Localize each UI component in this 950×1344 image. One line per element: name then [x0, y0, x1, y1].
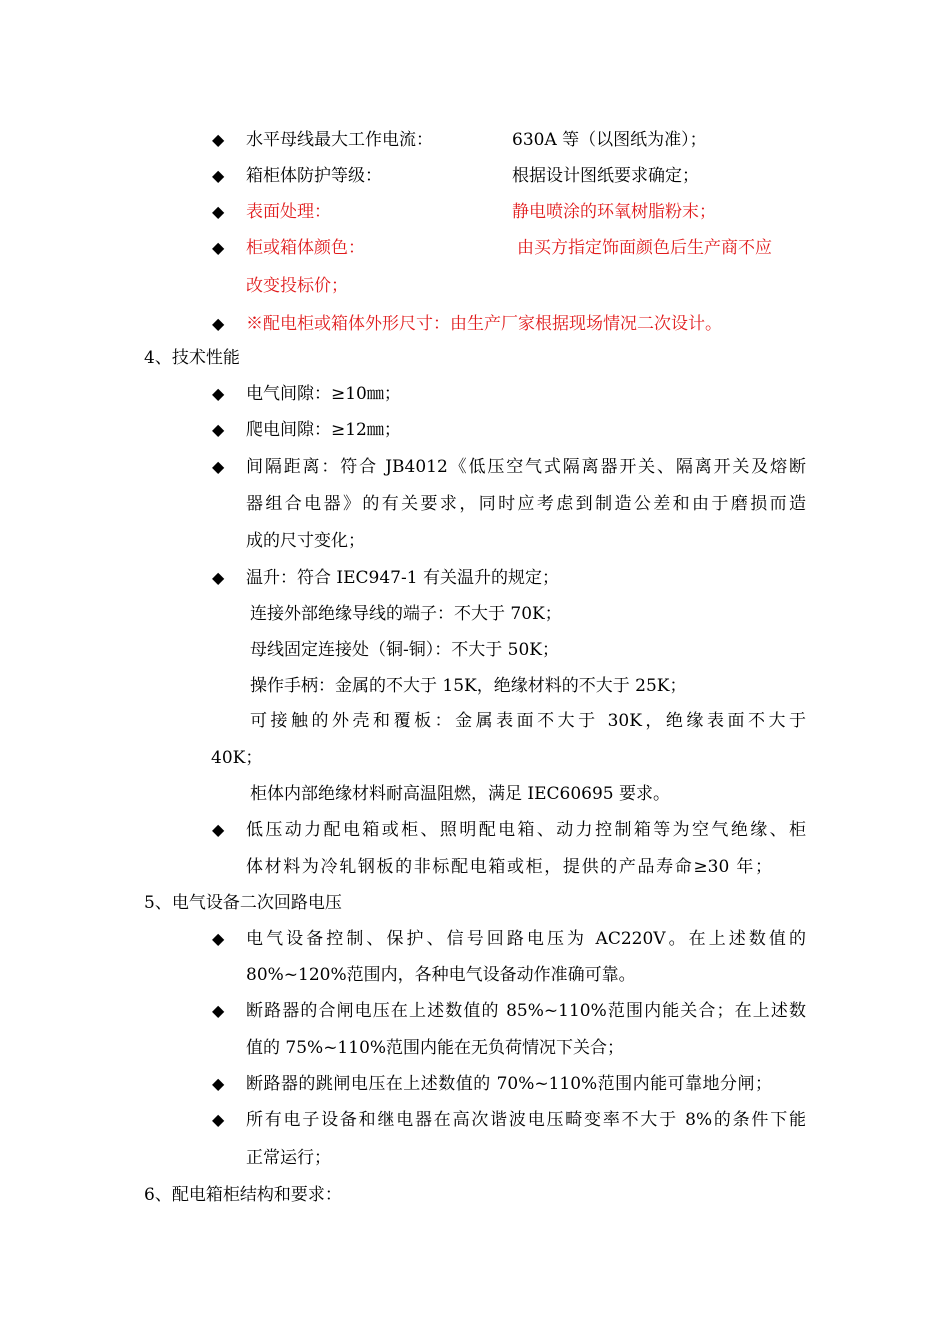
separation-distance-line-2: 器组合电器》的有关要求，同时应考虑到制造公差和由于磨损而造 — [246, 494, 806, 514]
bullet-icon: ◆ — [212, 384, 225, 403]
spec-value-color-continuation: 改变投标价； — [246, 276, 348, 296]
temp-insulation: 柜体内部绝缘材料耐高温阻燃，满足 IEC60695 要求。 — [250, 784, 671, 804]
bullet-icon: ◆ — [212, 568, 225, 587]
spec-value-color: 由买方指定饰面颜色后生产商不应 — [517, 238, 772, 258]
harmonic-distortion-line-2: 正常运行； — [246, 1148, 331, 1168]
bullet-icon: ◆ — [212, 820, 225, 839]
bullet-icon: ◆ — [212, 1074, 225, 1093]
section5-heading: 5、电气设备二次回路电压 — [144, 893, 342, 913]
electrical-clearance: 电气间隙：≥10㎜； — [246, 384, 401, 404]
temperature-rise: 温升：符合 IEC947-1 有关温升的规定； — [246, 568, 559, 588]
bullet-icon: ◆ — [212, 420, 225, 439]
separation-distance-line-1: 间隔距离：符合 JB4012《低压空气式隔离器开关、隔离开关及熔断 — [246, 457, 806, 477]
cabinet-material-line-2: 体材料为冷轧钢板的非标配电箱或柜，提供的产品寿命≥30 年； — [246, 857, 772, 877]
control-voltage-line-2: 80%~120%范围内，各种电气设备动作准确可靠。 — [246, 965, 636, 985]
bullet-icon: ◆ — [212, 130, 225, 149]
section6-heading: 6、配电箱柜结构和要求： — [144, 1185, 342, 1205]
creepage-distance: 爬电间隙：≥12㎜； — [246, 420, 401, 440]
harmonic-distortion-line-1: 所有电子设备和继电器在高次谐波电压畸变率不大于 8%的条件下能 — [246, 1110, 806, 1130]
spec-label-surface-treatment: 表面处理： — [246, 202, 331, 222]
control-voltage-line-1: 电气设备控制、保护、信号回路电压为 AC220V。在上述数值的 — [246, 929, 806, 949]
closing-voltage-line-2: 值的 75%~110%范围内能在无负荷情况下关合； — [246, 1038, 625, 1058]
spec-label-color: 柜或箱体颜色： — [246, 238, 365, 258]
spec-value-protection-grade: 根据设计图纸要求确定； — [512, 166, 699, 186]
size-note: ※配电柜或箱体外形尺寸：由生产厂家根据现场情况二次设计。 — [246, 314, 722, 334]
bullet-icon: ◆ — [212, 1001, 225, 1020]
bullet-icon: ◆ — [212, 238, 225, 257]
bullet-icon: ◆ — [212, 166, 225, 185]
temp-enclosure-line-2: 40K； — [211, 748, 263, 768]
spec-label-busbar-current: 水平母线最大工作电流： — [246, 130, 433, 150]
cabinet-material-line-1: 低压动力配电箱或柜、照明配电箱、动力控制箱等为空气绝缘、柜 — [246, 820, 806, 840]
section4-heading: 4、技术性能 — [144, 348, 240, 368]
temp-enclosure-line-1: 可接触的外壳和覆板：金属表面不大于 30K，绝缘表面不大于 — [250, 711, 806, 731]
bullet-icon: ◆ — [212, 314, 225, 333]
spec-value-surface-treatment: 静电喷涂的环氧树脂粉末； — [512, 202, 716, 222]
temp-busbar: 母线固定连接处（铜-铜）：不大于 50K； — [250, 640, 559, 660]
bullet-icon: ◆ — [212, 202, 225, 221]
bullet-icon: ◆ — [212, 457, 225, 476]
temp-handle: 操作手柄：金属的不大于 15K，绝缘材料的不大于 25K； — [250, 676, 687, 696]
closing-voltage-line-1: 断路器的合闸电压在上述数值的 85%~110%范围内能关合；在上述数 — [246, 1001, 806, 1021]
bullet-icon: ◆ — [212, 1110, 225, 1129]
separation-distance-line-3: 成的尺寸变化； — [246, 531, 365, 551]
bullet-icon: ◆ — [212, 929, 225, 948]
spec-value-busbar-current: 630A 等（以图纸为准）； — [512, 130, 707, 150]
spec-label-protection-grade: 箱柜体防护等级： — [246, 166, 382, 186]
temp-terminal: 连接外部绝缘导线的端子：不大于 70K； — [250, 604, 562, 624]
tripping-voltage: 断路器的跳闸电压在上述数值的 70%~110%范围内能可靠地分闸； — [246, 1074, 772, 1094]
